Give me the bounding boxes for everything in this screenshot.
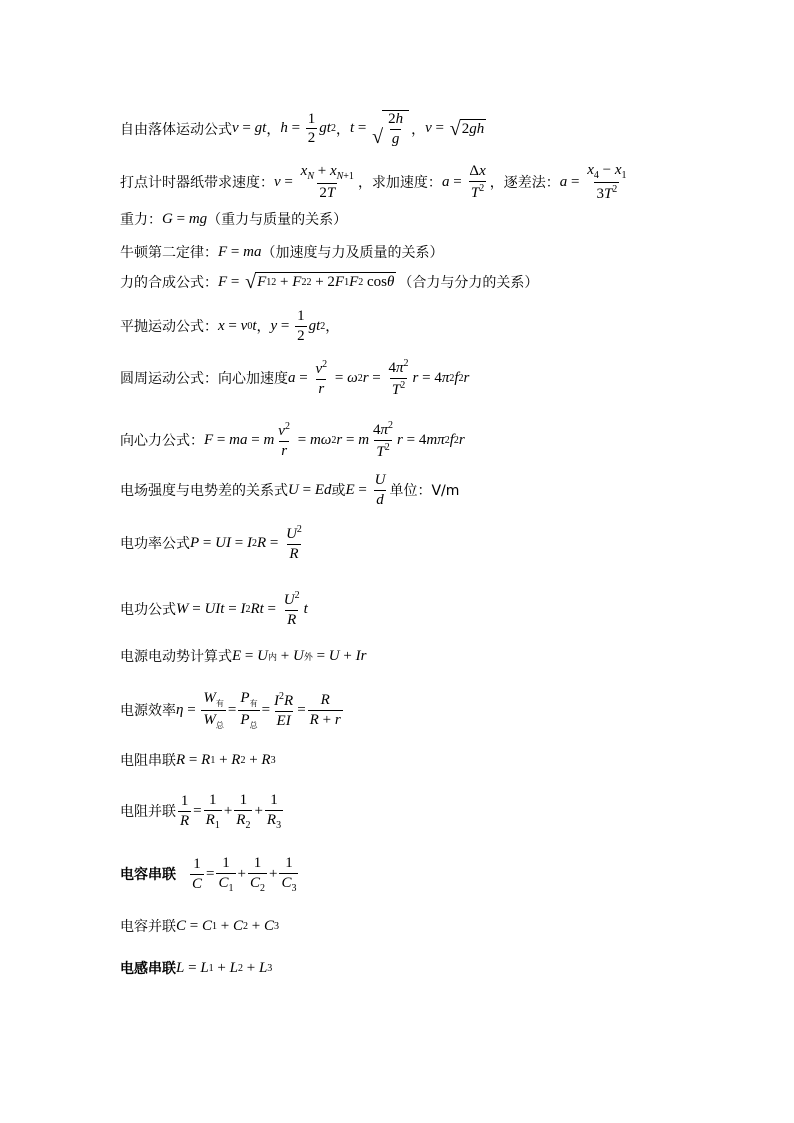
line-field-voltage bbox=[120, 472, 459, 508]
line-label: 电源效率 bbox=[120, 703, 176, 720]
line-label: 牛顿第二定律： bbox=[120, 245, 218, 261]
line-label: 电容串联 bbox=[120, 867, 176, 884]
formula-successive-diff: a = $\frac{x_4 - x_1}{3T^2}$ bbox=[559, 162, 627, 202]
formula-force-compose: F = √ F 1 2 + F 2 2 + 2 F 1 F 2 cos θ bbox=[218, 271, 395, 293]
line-label: 自由落体运动公式 bbox=[120, 121, 232, 138]
line-label: 电阻串联 bbox=[120, 753, 176, 769]
line-projectile bbox=[120, 308, 339, 344]
line-newton2 bbox=[120, 242, 443, 262]
line-label: 圆周运动公式：向心加速度 bbox=[120, 371, 288, 387]
line-label: 电阻并联 bbox=[120, 804, 176, 821]
formula-gravity: G = mg bbox=[162, 210, 208, 227]
line-res-parallel bbox=[120, 792, 285, 831]
line-label: 电场强度与电势差的关系式 bbox=[120, 483, 288, 499]
formula-centripetal: F = ma = m $\frac{v^2}{r}$ = mω 2 r = m $\frac{4\pi^2}{T^2}$ r = 4 mπ 2 f 2 r bbox=[204, 420, 465, 460]
formula-emf: E = U 内 + U 外 = U + Ir bbox=[232, 647, 367, 664]
formula-circular: a = $\frac{v^2}{r}$ = ω 2 r = $\frac{4\pi^2}{T^2}$ r = 4 π 2 f 2 r bbox=[288, 358, 470, 398]
line-text: （加速度与力及质量的关系） bbox=[261, 245, 444, 261]
line-efficiency bbox=[120, 690, 345, 731]
line-res-series bbox=[120, 750, 276, 770]
line-ticker-tape bbox=[120, 162, 631, 203]
line-label: 电源电动势计算式 bbox=[120, 649, 232, 665]
line-gravity bbox=[120, 209, 347, 229]
formula-projectile: x = v 0 t ， y = $\frac{1}{2}$ gt 2 ， bbox=[218, 308, 340, 344]
formula-ind-series: L = L 1 + L 2 + L 3 bbox=[176, 959, 273, 976]
line-label: 打点计时器纸带求速度： bbox=[120, 175, 274, 192]
formula-free-fall: v = gt ， h = $\frac{1}{2}$ gt 2 ， t = √ 2h g ， v = √ 2 gh bbox=[232, 110, 485, 148]
line-cap-series bbox=[120, 855, 300, 894]
line-cap-parallel bbox=[120, 916, 279, 936]
formula-field-1: U = Ed bbox=[288, 481, 332, 498]
line-label: 重力： bbox=[120, 212, 162, 228]
formula-field-2: E = $\frac{U}{d}$ bbox=[345, 472, 386, 508]
line-label: 电容并联 bbox=[120, 919, 176, 935]
line-centripetal bbox=[120, 420, 465, 460]
formula-efficiency: η = $W_有$ $W_总$ = $P_有$ $P_总$ = $\frac{I^2R}{EI}$ = $\frac{R}{R + r}$ bbox=[176, 690, 341, 730]
formula-res-parallel: $\frac{1}{R}$ = $\frac{1}{R_1}$ + $\frac{1}{R_2}$ + $\frac{1}{R_3}$ bbox=[180, 792, 282, 831]
formula-res-series: R = R 1 + R 2 + R 3 bbox=[176, 751, 276, 768]
line-emf bbox=[120, 646, 366, 666]
formula-acceleration: a = $\frac{\Delta x}{T^2}$ bbox=[441, 163, 486, 201]
line-text: ，求加速度： bbox=[357, 175, 442, 192]
line-ind-series bbox=[120, 958, 272, 978]
line-text: 或 bbox=[331, 483, 346, 499]
line-elec-work bbox=[120, 590, 308, 628]
line-text: （重力与质量的关系） bbox=[207, 212, 348, 228]
line-label: 平抛运动公式： bbox=[120, 319, 218, 335]
formula-cap-parallel: C = C 1 + C 2 + C 3 bbox=[176, 917, 279, 934]
line-circular bbox=[120, 358, 469, 398]
line-label: 电功率公式 bbox=[120, 536, 190, 552]
line-force-compose bbox=[120, 272, 538, 292]
line-text: 单位：V/m bbox=[389, 483, 460, 499]
line-elec-power bbox=[120, 524, 306, 562]
line-label: 向心力公式： bbox=[120, 433, 204, 449]
formula-newton2: F = ma bbox=[218, 243, 262, 260]
line-free-fall bbox=[120, 110, 488, 147]
line-text: ，逐差法： bbox=[489, 175, 560, 192]
line-label: 电感串联 bbox=[120, 961, 176, 977]
formula-elec-power: P = UI = I 2 R = $\frac{U^2}{R}$ bbox=[190, 524, 302, 562]
line-text: （合力与分力的关系） bbox=[398, 275, 539, 291]
formula-velocity: v = $\frac{x_N + x_{N+1}}{2T}$ bbox=[274, 163, 354, 201]
formula-elec-work: W = UIt = I 2 Rt = $\frac{U^2}{R}$ t bbox=[176, 590, 308, 628]
line-label: 电功公式 bbox=[120, 602, 176, 618]
line-label: 力的合成公式： bbox=[120, 275, 218, 291]
formula-cap-series: $\frac{1}{C}$ = $\frac{1}{C_1}$ + $\frac{1}{C_2}$ + $\frac{1}{C_3}$ bbox=[192, 855, 297, 894]
